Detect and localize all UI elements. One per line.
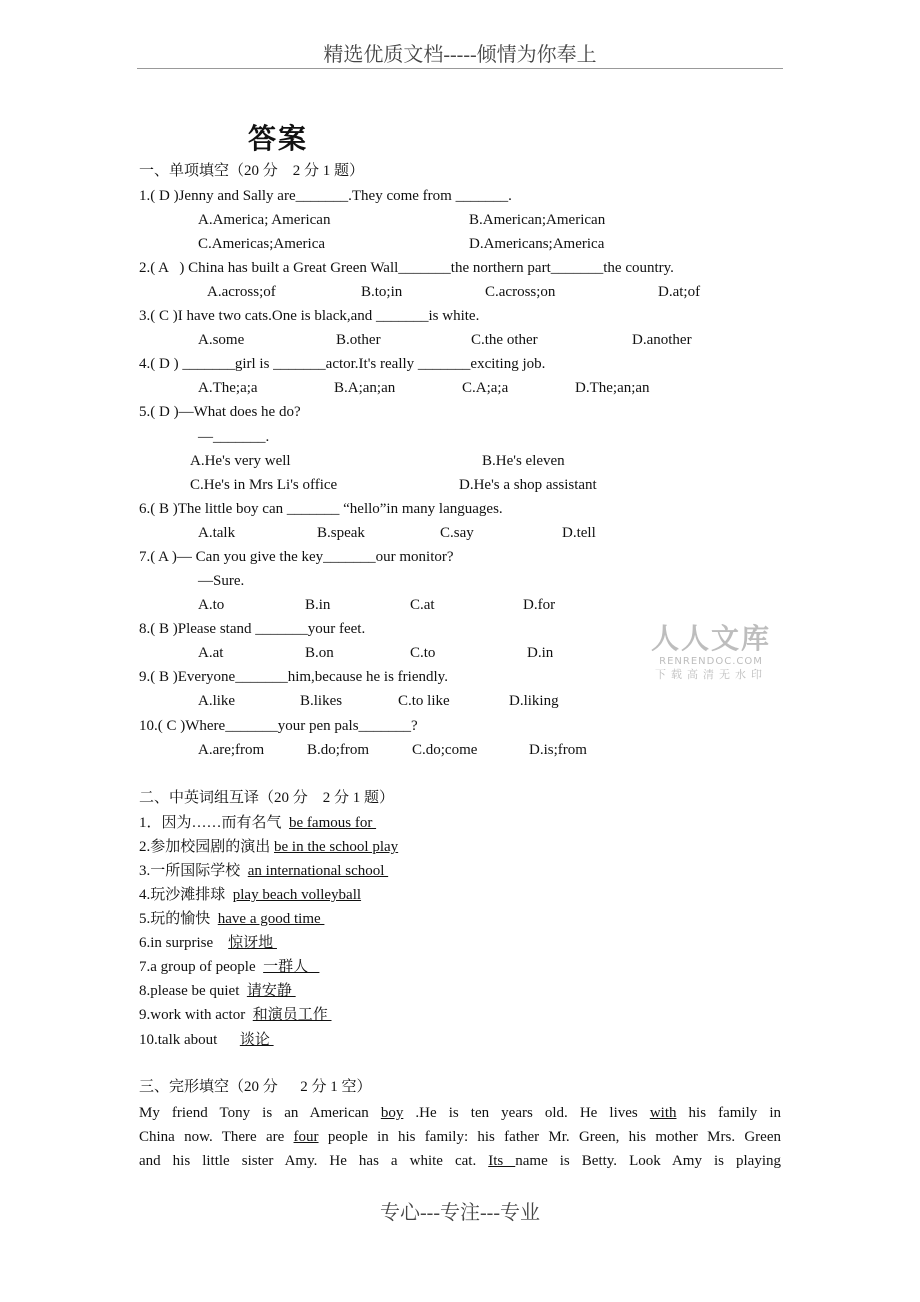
option: A.talk: [198, 525, 236, 541]
question-stem: 10.( C )Where_______your pen pals_______?: [139, 718, 418, 734]
question-stem: 8.( B )Please stand _______your feet.: [139, 621, 366, 637]
question-stem: 6.( B )The little boy can _______ “hello”in many languages.: [139, 501, 503, 517]
translation-answer: 请安静: [246, 983, 296, 999]
cloze-text: China now. There are: [139, 1129, 294, 1145]
option: A.across;of: [207, 284, 276, 300]
header-rule: [137, 68, 783, 69]
option: D.The;an;an: [575, 380, 650, 396]
translation-question: 5.玩的愉快: [139, 911, 211, 927]
cloze-answer: with: [649, 1105, 677, 1121]
translation-answer: have a good time: [217, 911, 325, 927]
question-stem: 3.( C )I have two cats.One is black,and _______is white.: [139, 308, 480, 324]
option: D.for: [523, 597, 556, 613]
cloze-text: My friend Tony is an American: [139, 1105, 381, 1121]
watermark-slogan: 下载高清无水印: [655, 668, 767, 681]
option: A.at: [198, 645, 224, 661]
translation-answer: 一群人: [263, 959, 320, 975]
translation-question: 3.一所国际学校: [139, 863, 241, 879]
translation-item: [139, 886, 361, 904]
translation-item: [139, 1006, 332, 1024]
page-header: 精选优质文档-----倾情为你奉上: [323, 44, 597, 66]
option: B.to;in: [361, 284, 403, 300]
watermark-logo: 人人文库: [650, 622, 771, 655]
translation-question: 8.please be quiet: [139, 983, 240, 999]
watermark-domain: RENRENDOC.COM: [659, 656, 763, 667]
option: D.liking: [509, 693, 559, 709]
option: B.other: [336, 332, 381, 348]
translation-question: 7.a group of people: [139, 959, 256, 975]
option: B.American;American: [469, 212, 606, 228]
option: D.He's a shop assistant: [459, 477, 597, 493]
translation-question: 9.work with actor: [139, 1007, 246, 1023]
option: C.A;a;a: [462, 380, 509, 396]
translation-item: [139, 862, 388, 880]
translation-question: 4.玩沙滩排球: [139, 887, 226, 903]
option: B.do;from: [307, 742, 370, 758]
translation-question: 6.in surprise: [139, 935, 214, 951]
option: D.in: [527, 645, 554, 661]
cloze-line: [139, 1125, 781, 1149]
translation-question: 1．因为……而有名气: [139, 815, 282, 831]
cloze-paragraph: [139, 1101, 781, 1173]
section3-heading: 三、完形填空（20 分 2 分 1 空）: [139, 1079, 372, 1095]
option: C.do;come: [412, 742, 478, 758]
option: A.like: [198, 693, 236, 709]
cloze-text: name is Betty. Look Amy is playing: [515, 1153, 781, 1169]
cloze-line: [139, 1101, 781, 1125]
cloze-text: his family in: [676, 1105, 781, 1121]
option: B.A;an;an: [334, 380, 396, 396]
translation-item: [139, 982, 296, 1000]
option: A.to: [198, 597, 225, 613]
option: B.in: [305, 597, 331, 613]
option: D.tell: [562, 525, 596, 541]
option: A.He's very well: [190, 453, 291, 469]
translation-item: [139, 1031, 274, 1049]
option: B.likes: [300, 693, 343, 709]
translation-question: 2.参加校园剧的演出: [139, 839, 271, 855]
cloze-line: [139, 1149, 781, 1173]
translation-item: [139, 958, 319, 976]
translation-item: [139, 814, 376, 832]
translation-answer: be famous for: [289, 815, 377, 831]
page-footer: 专心---专注---专业: [380, 1202, 540, 1224]
question-stem: 5.( D )—What does he do?: [139, 404, 301, 420]
cloze-text: people in his family: his father Mr. Green, his mother Mrs. Green: [318, 1129, 781, 1145]
cloze-answer: Its: [488, 1153, 516, 1169]
translation-answer: 谈论: [239, 1032, 274, 1048]
translation-question: 10.talk about: [139, 1032, 218, 1048]
option: C.Americas;America: [198, 236, 326, 252]
question-stem: 4.( D ) _______girl is _______actor.It's really _______exciting job.: [139, 356, 546, 372]
question-stem: 2.( A ) China has built a Great Green Wall_______the northern part_______the country.: [139, 260, 674, 276]
option: C.to: [410, 645, 436, 661]
cloze-answer: boy: [380, 1105, 404, 1121]
translation-item: [139, 934, 277, 952]
option: B.on: [305, 645, 334, 661]
translation-answer: play beach volleyball: [232, 887, 362, 903]
translation-answer: 惊讶地: [228, 935, 277, 951]
option: D.another: [632, 332, 692, 348]
option: D.Americans;America: [469, 236, 605, 252]
option: D.at;of: [658, 284, 701, 300]
section1-heading: 一、单项填空（20 分 2 分 1 题）: [139, 163, 365, 179]
question-reply: —Sure.: [198, 573, 245, 589]
page-title: 答案: [248, 122, 309, 155]
option: A.some: [198, 332, 245, 348]
option: A.The;a;a: [198, 380, 258, 396]
cloze-text: .He is ten years old. He lives: [403, 1105, 650, 1121]
translation-item: [139, 910, 324, 928]
question-stem: 9.( B )Everyone_______him,because he is friendly.: [139, 669, 448, 685]
option: C.the other: [471, 332, 538, 348]
translation-answer: an international school: [247, 863, 389, 879]
cloze-text: and his little sister Amy. He has a white cat.: [139, 1153, 489, 1169]
option: B.speak: [317, 525, 365, 541]
question-stem: 1.( D )Jenny and Sally are_______.They come from _______.: [139, 188, 512, 204]
option: D.is;from: [529, 742, 587, 758]
translation-answer: 和演员工作: [252, 1007, 332, 1023]
translation-item: [139, 838, 398, 856]
question-reply: —_______.: [198, 429, 270, 445]
option: C.across;on: [485, 284, 556, 300]
option: B.He's eleven: [482, 453, 565, 469]
option: A.are;from: [198, 742, 265, 758]
section2-heading: 二、中英词组互译（20 分 2 分 1 题）: [139, 790, 395, 806]
option: C.at: [410, 597, 435, 613]
watermark: [646, 622, 776, 682]
option: C.He's in Mrs Li's office: [190, 477, 338, 493]
option: C.say: [440, 525, 474, 541]
question-stem: 7.( A )— Can you give the key_______our monitor?: [139, 549, 454, 565]
option: A.America; American: [198, 212, 331, 228]
option: C.to like: [398, 693, 450, 709]
cloze-answer: four: [293, 1129, 319, 1145]
translation-answer: be in the school play: [274, 839, 399, 855]
